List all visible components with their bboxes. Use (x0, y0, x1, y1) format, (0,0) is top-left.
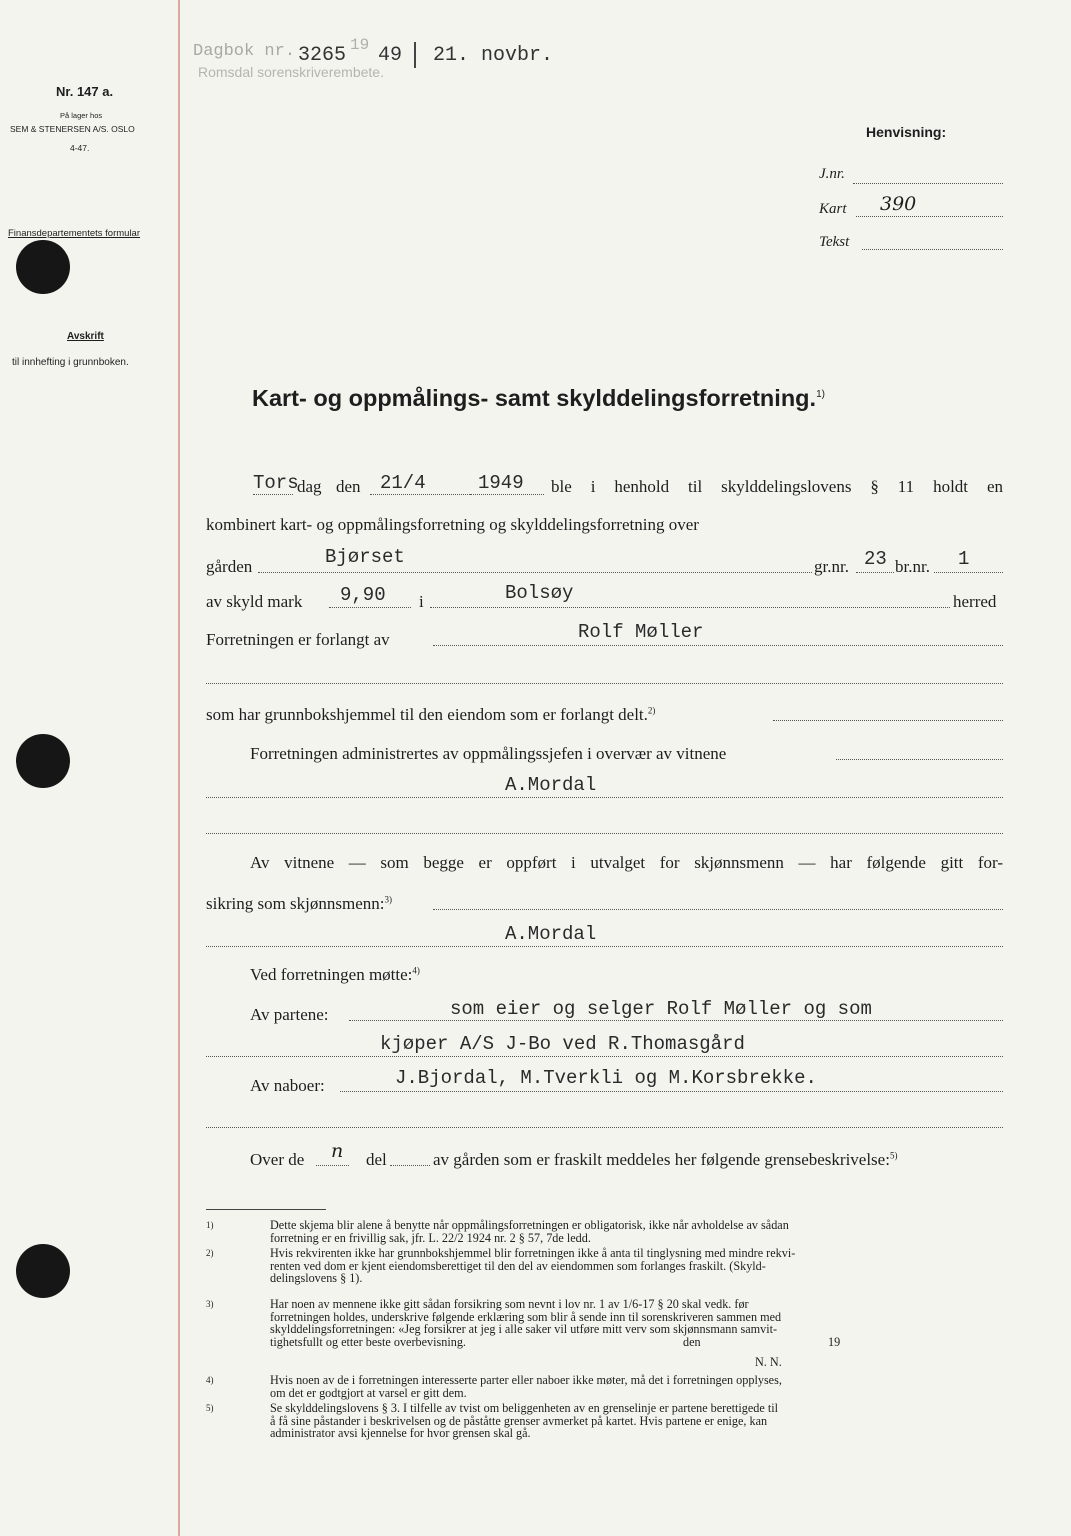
forsikring-line1: Av vitnene — som begge er oppført i utvalget for skjønnsmenn — har følgende gitt for- (250, 853, 1003, 872)
naboer-value: J.Bjordal, M.Tverkli og M.Korsbrekke. (395, 1067, 817, 1089)
footnote-1-line: Dette skjema blir alene å benytte når oppmålingsforretningen er obligatorisk, ikke når avholdelse av sådan (270, 1218, 789, 1232)
intro-text: ble i henhold til skylddelingslovens § 11 holdt en (551, 477, 1003, 496)
skyld-line (329, 607, 411, 608)
over-rest (433, 1150, 897, 1170)
stamp-year-sep: 19 (350, 36, 370, 54)
footnote-4 (206, 1374, 1006, 1399)
footnote-3 (206, 1298, 1006, 1348)
punch-hole (16, 240, 70, 294)
garden-line (258, 572, 812, 573)
footnote-2-line: renten ved dom er kjent eiendomsberettiget til den del av eiendommen som forlanges fraskilt. (Skyld- (270, 1258, 766, 1273)
stamp-number: 3265 (298, 44, 347, 67)
footnote-4-line: om det er godtgjort at varsel er gitt dem. (270, 1385, 467, 1400)
stamp-date: 21. novbr. (433, 44, 554, 67)
forsikring-note: 3) (384, 894, 393, 905)
naboer-line2 (206, 1127, 1003, 1128)
tekst-label: Tekst (819, 234, 850, 250)
date-value: 21/4 (380, 472, 426, 494)
partene-line (349, 1020, 1003, 1021)
stamp-year: 49 (378, 44, 403, 67)
stamp-office: Romsdal sorenskriverembete. (198, 64, 384, 80)
footnote-3-line: skylddelingsforretningen: «Jeg forsikrer at jeg i alle saker vil utføre mitt verv som skjønnsmann samvit- (270, 1322, 778, 1336)
day-value: Tors (253, 472, 299, 494)
i-label: i (419, 592, 424, 611)
skjonn-value: A.Mordal (505, 923, 597, 945)
vitner-line2 (206, 833, 1003, 834)
skyld-value: 9,90 (340, 584, 386, 606)
del-line (390, 1165, 430, 1166)
forsikring-line (433, 909, 1003, 910)
day-line (253, 494, 293, 495)
title-note: 1) (816, 389, 825, 401)
over-line (316, 1165, 349, 1166)
copy-purpose: til innhefting i grunnboken. (12, 357, 129, 368)
jnr-line (853, 183, 1003, 184)
kart-label: Kart (819, 201, 847, 217)
over-label: Over de (250, 1150, 305, 1169)
admin-line (836, 759, 1003, 760)
punch-hole (16, 734, 70, 788)
footnote-2 (206, 1247, 1006, 1285)
herred-value: Bolsøy (505, 582, 574, 604)
kart-value: 390 (880, 193, 917, 215)
footnote-1-marker: 1) (206, 1220, 214, 1230)
footnote-1 (206, 1219, 1006, 1244)
vitner-line (206, 797, 1003, 798)
admin-text: Forretningen administrertes av oppmålingssjefen i overvær av vitnene (250, 744, 727, 763)
footnote-5-line: å få sine påstander i beskrivelsen og de påståtte grenser avmerket på kartet. Hvis partene er enige, kan (270, 1413, 768, 1428)
vitner-value: A.Mordal (505, 774, 597, 796)
footnote-5-line: administrator avsi kjennelse for hvor grensen skal gå. (270, 1426, 531, 1440)
brnr-value: 1 (958, 548, 970, 570)
partene-value1: som eier og selger Rolf Møller og som (450, 998, 872, 1020)
motte-label-text: Ved forretningen møtte: (250, 965, 413, 984)
grnr-label: gr.nr. (814, 557, 849, 576)
footnote-3-den: den (683, 1335, 701, 1349)
grnr-line (856, 572, 894, 573)
footnote-3-marker: 3) (206, 1299, 214, 1309)
copy-title: Avskrift (67, 331, 104, 342)
over-rest-text: av gården som er fraskilt meddeles her følgende grensebeskrivelse: (433, 1150, 890, 1169)
reference-title: Henvisning: (866, 124, 947, 140)
footnote-3-line: Har noen av mennene ikke gitt sådan forsikring som nevnt i lov nr. 1 av 1/6-17 § 20 skal vedk. før (270, 1297, 749, 1311)
footnote-2-line: delingslovens § 1). (270, 1271, 363, 1285)
skyld-label: av skyld mark (206, 592, 303, 611)
hjemmel-text (206, 705, 655, 725)
garden-value: Bjørset (325, 546, 405, 568)
tekst-line (862, 249, 1003, 250)
footnote-4-marker: 4) (206, 1375, 214, 1385)
motte-label (250, 965, 420, 985)
margin-rule (178, 0, 180, 1536)
publisher-line1: På lager hos (60, 111, 103, 120)
forsikring-line2-text: sikring som skjønnsmenn: (206, 894, 385, 913)
footnote-rule (206, 1209, 326, 1210)
over-note: 5) (889, 1150, 898, 1161)
motte-note: 4) (412, 965, 420, 976)
forlangt-value: Rolf Møller (578, 621, 704, 643)
stamp-prefix: Dagbok nr. (193, 42, 296, 61)
kart-line (856, 216, 1003, 217)
brnr-line (934, 572, 1003, 573)
herred-label: herred (953, 592, 997, 611)
brnr-label: br.nr. (895, 557, 930, 576)
partene-label: Av partene: (250, 1005, 329, 1024)
forlangt-line2 (206, 683, 1003, 684)
intro-line2: kombinert kart- og oppmålingsforretning og skylddelingsforretning over (206, 515, 699, 534)
document-title (252, 385, 825, 412)
jnr-label: J.nr. (819, 166, 845, 182)
year-line (470, 494, 544, 495)
partene-value2: kjøper A/S J-Bo ved R.Thomasgård (380, 1033, 745, 1055)
form-number: Nr. 147 a. (56, 84, 114, 99)
stamp-divider (414, 42, 416, 68)
naboer-line (340, 1091, 1003, 1092)
herred-line (430, 607, 950, 608)
footnote-2-marker: 2) (206, 1248, 214, 1258)
forlangt-line (433, 645, 1003, 646)
document-title-text: Kart- og oppmålings- samt skylddelingsforretning. (252, 385, 817, 411)
footnote-3-nn: N. N. (755, 1355, 782, 1369)
over-value: n (331, 1140, 344, 1162)
forsikring-line2 (206, 894, 392, 914)
hjemmel-note: 2) (647, 705, 656, 716)
forlangt-label: Forretningen er forlangt av (206, 630, 390, 649)
year-value: 1949 (478, 472, 524, 494)
den-label: den (336, 477, 361, 496)
footnote-3-line: tighetsfullt og etter beste overbevisning. (270, 1334, 466, 1349)
del-label: del (366, 1150, 387, 1169)
footnote-3-year: 19 (828, 1335, 841, 1349)
garden-label: gården (206, 557, 253, 576)
footnote-4-line: Hvis noen av de i forretningen interesserte parter eller naboer ikke møter, må det i forretningen opplyses, (270, 1373, 782, 1387)
footnote-2-line: Hvis rekvirenten ikke har grunnbokshjemmel blir forretningen ikke å anta til tinglysning med mindre rekvi- (270, 1246, 796, 1260)
footnote-3-line: forretningen holdes, underskrive følgende erklæring som blir å sende inn til sorenskriveren sammen med (270, 1309, 782, 1324)
hjemmel-text-body: som har grunnbokshjemmel til den eiendom som er forlangt delt. (206, 705, 648, 724)
naboer-label: Av naboer: (250, 1076, 325, 1095)
footnote-5-marker: 5) (206, 1403, 214, 1413)
partene-line2 (206, 1056, 1003, 1057)
footnote-5 (206, 1402, 1006, 1440)
footnote-5-line: Se skylddelingslovens § 3. I tilfelle av tvist om beliggenheten av en grenselinje er partene berettigede til (270, 1401, 779, 1415)
hjemmel-line (773, 720, 1003, 721)
grnr-value: 23 (864, 548, 887, 570)
form-edition: 4-47. (70, 143, 90, 153)
day-suffix: dag (297, 477, 322, 496)
footnote-1-line: forretning er en frivillig sak, jfr. L. 22/2 1924 nr. 2 § 57, 7de ledd. (270, 1230, 591, 1245)
form-owner: Finansdepartementets formular (8, 228, 141, 239)
date-line (370, 494, 470, 495)
punch-hole (16, 1244, 70, 1298)
skjonn-line (206, 946, 1003, 947)
publisher-line2: SEM & STENERSEN A/S. OSLO (10, 124, 135, 134)
